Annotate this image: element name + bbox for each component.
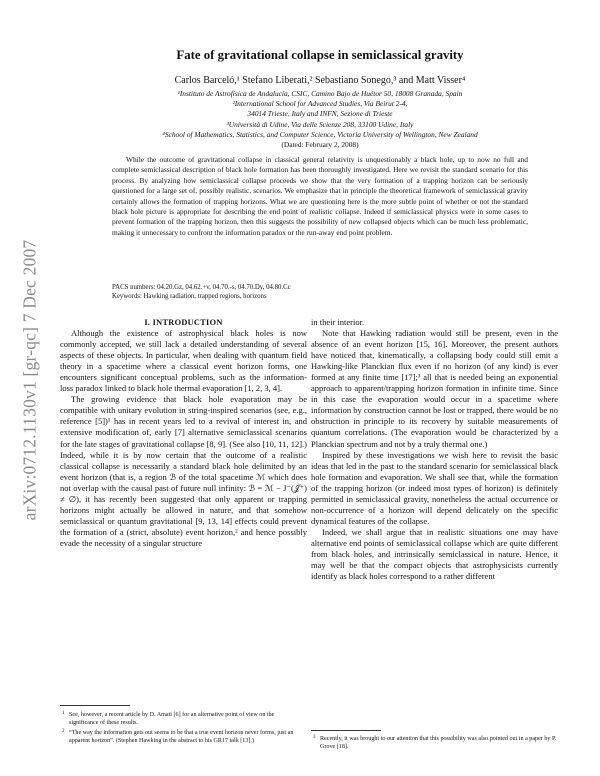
section-heading: I. INTRODUCTION: [144, 318, 223, 327]
keywords: Keywords: Hawking radiation, trapped regions, horizons: [112, 293, 267, 300]
paragraph: The growing evidence that black hole evaporation may be compatible with unitary evolution in string-inspired scenarios (see, e.g., reference [5])¹ has in recent years led to a revival of interest in, and extensive modification of, early [7] alternative semiclassical scenarios for the late stages of gravitational collapse [8, 9]. (See also [10, 11, 12].) Indeed, while it is by now certain that the outcome of a realistic classical collapse is necessarily a standard black hole delimited by an event horizon (that is, a region ℬ of the total spacetime ℳ which does not overlap with the causal past of future null infinity: ℬ = ℳ − J⁻(𝒥⁺) ≠ ∅), it has recently been suggested that only apparent or trapping horizons might actually be allowed in nature, and that somehow semiclassical or quantum gravitational [9, 13, 14] effects could prevent the formation of a (strict, absolute) event horizon,² and hence possibly evade the necessity of a singular structure: [60, 394, 307, 548]
paragraph: Indeed, we shall argue that in realistic situations one may have alternative end points of semiclassical collapse which are quite different from black holes, and intrinsically semiclassical in nature. Hence, it may well be that the compact objects that astrophysicists currently identify as black holes correspond to a rather different: [311, 526, 558, 582]
affiliation-2-cont: 34014 Trieste, Italy and INFN, Sezione di Trieste: [247, 109, 393, 119]
abstract: While the outcome of gravitational collapse in classical general relativity is unquestionably a black hole, up to now no full and complete semiclassical description of black hole formation has been thoroughly investigated. Here we revisit the standard scenario for this process. By analyzing how semiclassical collapse proceeds we show that the very formation of a trapping horizon can be seriously questioned for a large set of, possibly realistic, scenarios. We emphasize that in principle the theoretical framework of semiclassical gravity certainly allows the formation of trapping horizons. What we are questioning here is the more subtle point of whether or not the standard black hole picture is appropriate for describing the end point of realistic collapse. Indeed if semiclassical physics were in some cases to prevent formation of the trapping horizon, then this suggests the possibility of new collapsed objects which can be much less problematic, making it unnecessary to confront the information paradox or the run-away end point problem.: [112, 155, 528, 237]
paper-title: Fate of gravitational collapse in semiclassical gravity: [176, 48, 464, 62]
footnote: 3 Recently, it was brought to our attention that this possibility was also pointed out in a paper by P. Grove [18].: [313, 735, 557, 751]
dated-line: (Dated: February 2, 2008): [281, 140, 359, 150]
affiliation-2: ²International School for Advanced Studies, Via Beirut 2-4,: [232, 99, 408, 109]
affiliation-1: ¹Instituto de Astrofísica de Andalucía, CSIC, Camino Bajo de Huétor 50, 18008 Granada, Spain: [177, 89, 463, 98]
left-column: [60, 317, 307, 549]
paragraph: Note that Hawking radiation would still be present, even in the absence of an event horizon [15, 16]. Moreover, the present authors have noticed that, kinematically, a collapsing body could still emit a Hawking-like Planckian flux even if no horizon (of any kind) is ever formed at any finite time [17];³ all that is needed being an exponential approach to apparent/trapping horizon formation in infinite time. Since in this case the evaporation would occur in a spacetime where information by construction cannot be lost or trapped, there would be no obstruction in principle to its recovery by suitable measurements of quantum correlations. (The evaporation would be characterized by a Planckian spectrum and not by a truly thermal one.): [311, 328, 558, 449]
pacs-block: [112, 283, 528, 301]
footnotes-right: [311, 735, 558, 753]
pacs-numbers: PACS numbers: 04.20.Gz, 04.62.+v, 04.70.-s, 04.70.Dy, 04.80.Cc: [112, 284, 291, 291]
footnotes-left: [60, 711, 304, 746]
affiliation-3: ³Università di Udine, Via delle Scienze 208, 33100 Udine, Italy: [226, 119, 414, 129]
footnote: 2 “The way the information gets out seems to be that a true event horizon never forms, just an apparent horizon”. (Stephen Hawking in the abstract to his GR17 talk [13].): [62, 728, 294, 744]
paragraph: Inspired by these investigations we wish here to revisit the basic ideas that led in the past to the standard scenario for semiclassical black hole formation and evaporation. We shall see that, while the formation of the trapping horizon (or indeed most types of horizon) is definitely permitted in semiclassical gravity, nonetheless the actual occurrence or non-occurrence of a horizon will depend delicately on the specific dynamical features of the collapse.: [311, 449, 558, 526]
paragraph: Although the existence of astrophysical black holes is now commonly accepted, we still lack a detailed understanding of several aspects of these objects. In particular, when dealing with quantum field theory in a spacetime where a classical event horizon forms, one encounters significant conceptual problems, such as the information-loss paradox linked to black hole thermal evaporation [1, 2, 3, 4].: [60, 328, 307, 394]
footnote-rule-left: [60, 705, 130, 706]
author-list: Carlos Barceló,¹ Stefano Liberati,² Sebastiano Sonego,³ and Matt Visser⁴: [174, 75, 466, 86]
right-column: [311, 317, 558, 582]
paragraph: in their interior.: [311, 317, 365, 327]
arxiv-stamp: [16, 150, 44, 610]
affiliation-4: ⁴School of Mathematics, Statistics, and Computer Science, Victoria University of Wellington, New Zealand: [162, 129, 478, 139]
arxiv-identifier: arXiv:0712.1130v1 [gr-qc] 7 Dec 2007: [19, 239, 40, 521]
affiliations: [60, 89, 580, 150]
footnote: 1 See, however, a recent article by D. Amati [6] for an alternative point of view on the significance of these results.: [62, 711, 275, 727]
footnote-rule-right: [311, 730, 381, 731]
